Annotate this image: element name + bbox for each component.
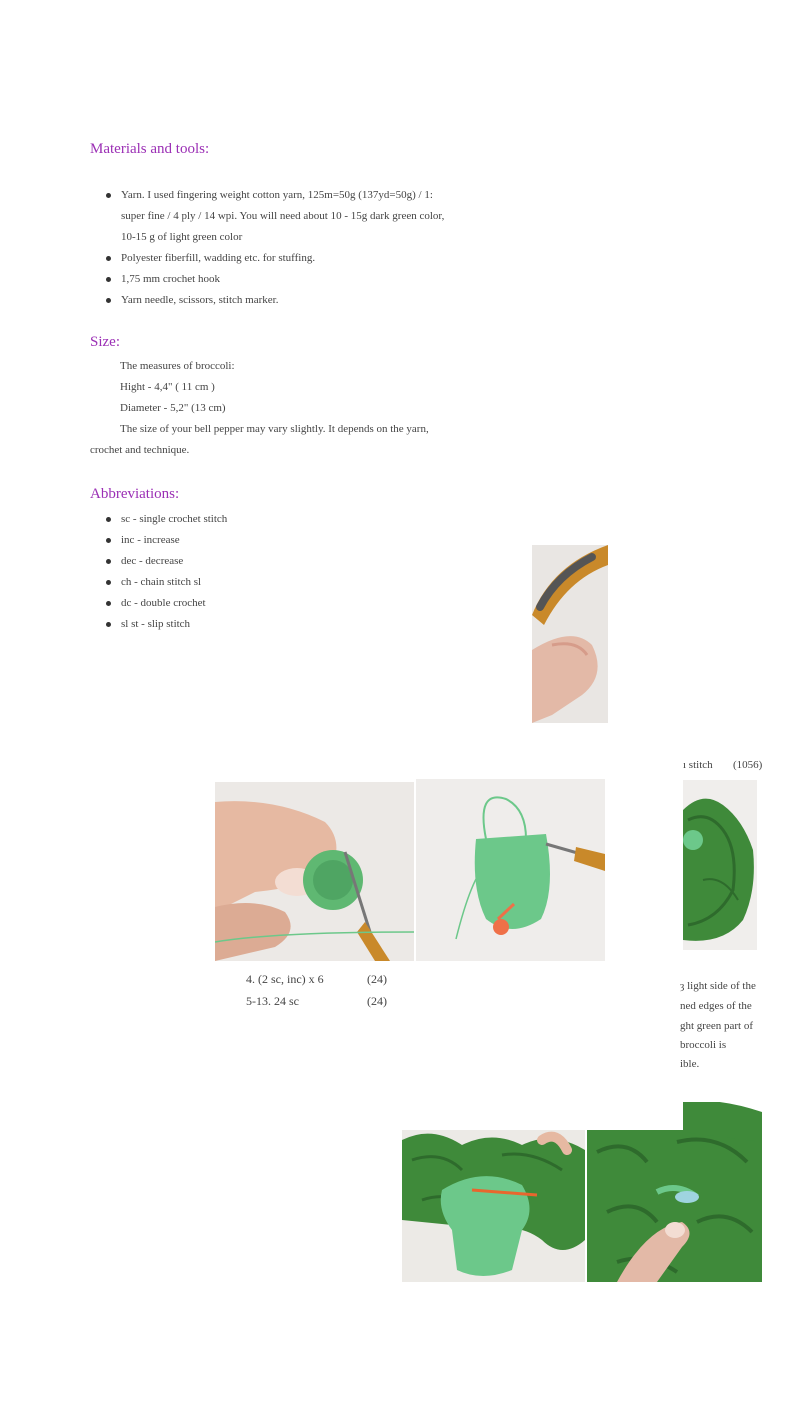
fragment-line: ght green part of <box>680 1020 753 1032</box>
photo-ruffled-broccoli-image <box>587 1102 762 1282</box>
list-item: ch - chain stitch sl <box>106 572 306 593</box>
materials-item-text: 1,75 mm crochet hook <box>121 273 220 285</box>
fragment-line: broccoli is <box>680 1039 727 1051</box>
size-heading: Size: <box>90 334 120 350</box>
photo-ruffle-partial-image <box>683 780 757 950</box>
materials-heading: Materials and tools: <box>90 141 210 157</box>
materials-item-text: Yarn needle, scissors, stitch marker. <box>121 294 279 306</box>
row-count: (24) <box>367 994 387 1008</box>
list-item: inc - increase <box>106 530 306 551</box>
list-item <box>106 290 486 311</box>
photo-hook-closeup-image <box>532 545 608 723</box>
list-item <box>106 269 486 290</box>
materials-item-text: 10-15 g of light green color <box>121 231 243 243</box>
materials-item-text: Yarn. I used fingering weight cotton yarn, 125m=50g (137yd=50g) / 1: <box>121 189 433 201</box>
photo-hook-closeup <box>532 545 608 723</box>
photo-stem-ruffles <box>402 1130 585 1282</box>
row-count: (24) <box>367 972 387 986</box>
size-diameter: Diameter - 5,2" (13 cm) <box>120 402 226 414</box>
list-item: sc - single crochet stitch <box>106 509 306 530</box>
photo-hand-start-image <box>215 782 414 961</box>
materials-list <box>106 185 486 311</box>
photo-ruffle-partial <box>683 780 757 950</box>
abbreviations-heading: Abbreviations: <box>90 486 180 502</box>
fragment-line: ned edges of the <box>680 1000 752 1012</box>
fragment-stitch-count: (1056) <box>733 759 763 771</box>
fragment-line: ȝ light side of the <box>680 980 756 992</box>
size-height: Hight - 4,4" ( 11 cm ) <box>120 381 215 393</box>
size-intro: The measures of broccoli: <box>120 360 235 372</box>
photo-tube-marker-image <box>416 779 605 961</box>
size-note-line2: crochet and technique. <box>90 444 190 456</box>
list-item <box>106 185 486 248</box>
photo-tube-marker <box>416 779 605 961</box>
row-label: 4. (2 sc, inc) x 6 <box>246 972 324 986</box>
abbreviations-list <box>106 509 306 635</box>
list-item: dec - decrease <box>106 551 306 572</box>
list-item <box>106 248 486 269</box>
row-label: 5-13. 24 sc <box>246 994 299 1008</box>
list-item: dc - double crochet <box>106 593 306 614</box>
materials-item-text: Polyester fiberfill, wadding etc. for stuffing. <box>121 252 316 264</box>
list-item: sl st - slip stitch <box>106 614 306 635</box>
fragment-line: ible. <box>680 1058 700 1070</box>
materials-item-text: super fine / 4 ply / 14 wpi. You will need about 10 - 15g dark green color, <box>121 210 445 222</box>
photo-hand-start <box>215 782 414 961</box>
photo-stem-ruffles-image <box>402 1130 585 1282</box>
photo-ruffled-broccoli <box>587 1102 762 1282</box>
size-note-line1: The size of your bell pepper may vary slightly. It depends on the yarn, <box>120 423 429 435</box>
fragment-stitch-label: ı stitch <box>683 759 713 771</box>
